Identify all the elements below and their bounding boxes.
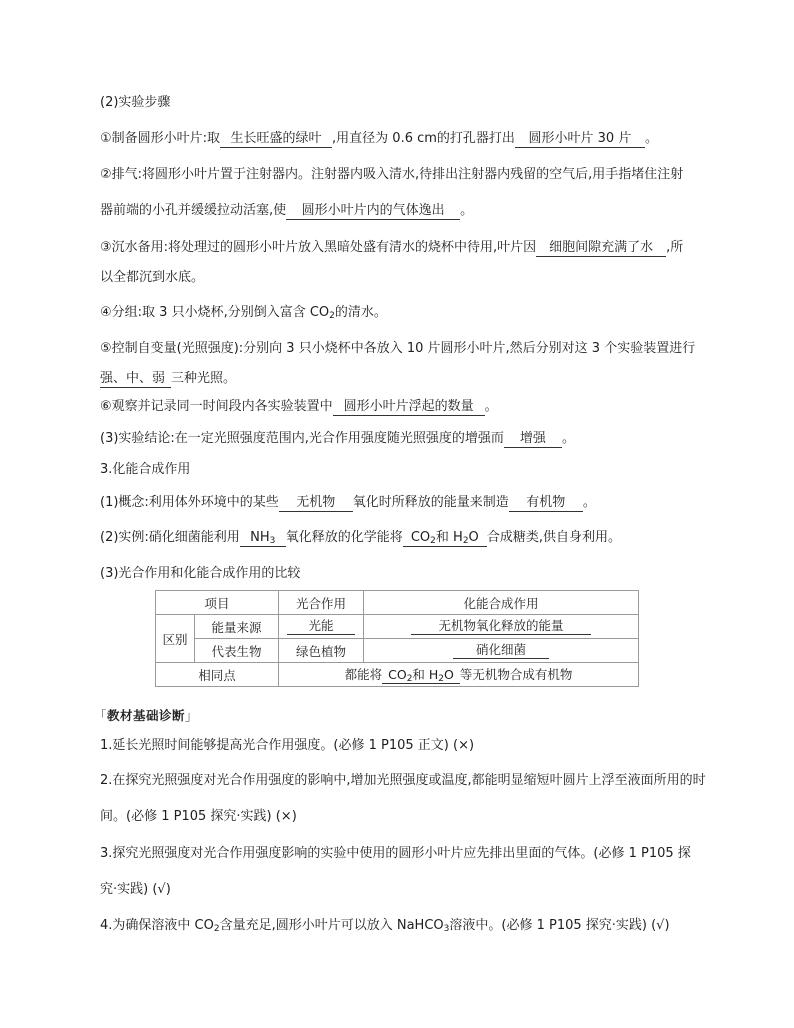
step-2-line-1: ②排气:将圆形小叶片置于注射器内。注射器内吸入清水,待排出注射器内残留的空气后,用手指堵住注射 (100, 167, 684, 182)
example-h: 和 H (435, 530, 463, 545)
step-4 (100, 304, 387, 322)
concept-mid: 氧化时所释放的能量来制造 (352, 495, 509, 510)
table-same-content (279, 663, 639, 687)
question-4-mid: 含量充足,圆形小叶片可以放入 NaHCO (219, 918, 444, 933)
table-same-h-sub: 2 (438, 674, 445, 684)
example-blank-1-sub: 3 (269, 536, 276, 546)
comparison-table (155, 590, 639, 687)
conclusion-suffix: 。 (561, 431, 575, 446)
concept-blank-2: 有机物 (509, 495, 583, 512)
step-1-mid: ,用直径为 0.6 cm的打孔器打出 (332, 131, 515, 146)
step-1-blank-1: 生长旺盛的绿叶 (220, 131, 332, 148)
step-6-blank: 圆形小叶片浮起的数量 (333, 399, 485, 416)
table-row (156, 615, 639, 639)
question-4-sub-1: 2 (213, 924, 220, 934)
step-2-prefix: 器前端的小孔并缓缓拉动活塞,使 (100, 203, 287, 218)
question-4 (100, 917, 670, 935)
concept-prefix: (1)概念:利用体外环境中的某些 (100, 495, 279, 510)
table-diff-label: 区别 (156, 615, 195, 663)
table-row1-chem (364, 615, 639, 639)
step-3-suffix: ,所 (666, 240, 684, 255)
table-header-photo: 光合作用 (279, 591, 364, 615)
step-2-line-2 (100, 202, 473, 220)
table-row1-label: 能量来源 (195, 615, 279, 639)
table-same-suffix: 等无机物合成有机物 (459, 667, 573, 682)
step-6 (100, 398, 498, 416)
conclusion-blank: 增强 (504, 431, 562, 448)
step-6-suffix: 。 (484, 399, 498, 414)
example-co-sub: 2 (430, 536, 436, 546)
table-row1-chem-blank: 无机物氧化释放的能量 (411, 618, 591, 635)
conclusion (100, 430, 575, 448)
chem-heading: 3.化能合成作用 (100, 462, 191, 477)
table-row2-photo: 绿色植物 (279, 639, 364, 663)
diagnosis-title: 「 教材基础诊断 」 (100, 706, 198, 724)
table-header-row (156, 591, 639, 615)
question-3-line-1: 3.探究光照强度对光合作用强度影响的实验中使用的圆形小叶片应先排出里面的气体。(必修 1 P105 探 (100, 846, 691, 861)
example-mid: 氧化释放的化学能将 (285, 530, 403, 545)
question-4-prefix: 4.为确保溶液中 CO (100, 918, 214, 933)
table-row2-chem-blank: 硝化细菌 (453, 642, 549, 659)
example-blank-1 (240, 530, 286, 547)
table-same-o: O (444, 667, 454, 682)
question-3-line-2: 究·实践) (√) (100, 882, 171, 897)
step-4-suffix: 的清水。 (334, 305, 387, 320)
step-5-suffix: 三种光照。 (171, 371, 237, 386)
step-1-suffix: 。 (644, 131, 658, 146)
step-4-sub: 2 (329, 311, 335, 321)
example-o: O (468, 530, 479, 545)
table-row1-photo-blank: 光能 (287, 618, 355, 635)
example-suffix: 合成糖类,供自身利用。 (486, 530, 621, 545)
example-h-sub: 2 (462, 536, 469, 546)
compare-heading: (3)光合作用和化能合成作用的比较 (100, 566, 301, 581)
table-row (156, 663, 639, 687)
step-5-blank: 强、中、弱 (100, 371, 171, 388)
step-3-line-1 (100, 239, 683, 257)
step-3-line-2: 以全都沉到水底。 (100, 270, 205, 285)
question-2-line-2: 间。(必修 1 P105 探究·实践) (×) (100, 809, 297, 824)
example-blank-2 (403, 530, 487, 547)
step-1 (100, 130, 658, 148)
step-4-prefix: ④分组:取 3 只小烧杯,分别倒入富含 CO (100, 305, 330, 320)
example-prefix: (2)实例:硝化细菌能利用 (100, 530, 240, 545)
table-row1-photo (279, 615, 364, 639)
step-5-line-1: ⑤控制自变量(光照强度):分别向 3 只小烧杯中各放入 10 片圆形小叶片,然后分别对这 3 个实验装置进行 (100, 341, 696, 356)
question-2-line-1: 2.在探究光照强度对光合作用强度的影响中,增加光照强度或温度,都能明显缩短叶圆片上浮至液面所用的时 (100, 773, 706, 788)
step-3-blank: 细胞间隙充满了水 (536, 240, 666, 257)
table-same-co-sub: 2 (406, 674, 413, 684)
table-row2-label: 代表生物 (195, 639, 279, 663)
question-4-suffix: 溶液中。(必修 1 P105 探究·实践) (√) (449, 918, 670, 933)
table-header-chem: 化能合成作用 (364, 591, 639, 615)
step-2-blank: 圆形小叶片内的气体逸出 (286, 203, 460, 220)
example-co: CO (410, 530, 431, 545)
steps-heading: (2)实验步骤 (100, 95, 171, 110)
conclusion-prefix: (3)实验结论:在一定光照强度范围内,光合作用强度随光照强度的增强而 (100, 431, 504, 446)
step-5-line-2 (100, 370, 236, 388)
table-same-h: 和 H (412, 667, 439, 682)
table-same-co: CO (388, 667, 407, 682)
step-1-prefix: ①制备圆形小叶片:取 (100, 131, 221, 146)
concept-blank-1: 无机物 (279, 495, 353, 512)
table-row (156, 639, 639, 663)
table-same-label: 相同点 (156, 663, 279, 687)
table-same-prefix: 都能将 (344, 667, 383, 682)
step-1-blank-2: 圆形小叶片 30 片 (515, 131, 645, 148)
table-same-blank (382, 667, 460, 684)
step-6-prefix: ⑥观察并记录同一时间段内各实验装置中 (100, 399, 333, 414)
step-2-suffix: 。 (460, 203, 474, 218)
question-1: 1.延长光照时间能够提高光合作用强度。(必修 1 P105 正文) (×) (100, 738, 475, 753)
step-3-prefix: ③沉水备用:将处理过的圆形小叶片放入黑暗处盛有清水的烧杯中待用,叶片因 (100, 240, 537, 255)
table-row2-chem (364, 639, 639, 663)
table-header-item: 项目 (156, 591, 279, 615)
example-blank-1-text: NH (250, 530, 270, 545)
concept (100, 494, 596, 512)
example (100, 529, 621, 547)
question-4-sub-2: 3 (443, 924, 450, 934)
concept-suffix: 。 (582, 495, 596, 510)
